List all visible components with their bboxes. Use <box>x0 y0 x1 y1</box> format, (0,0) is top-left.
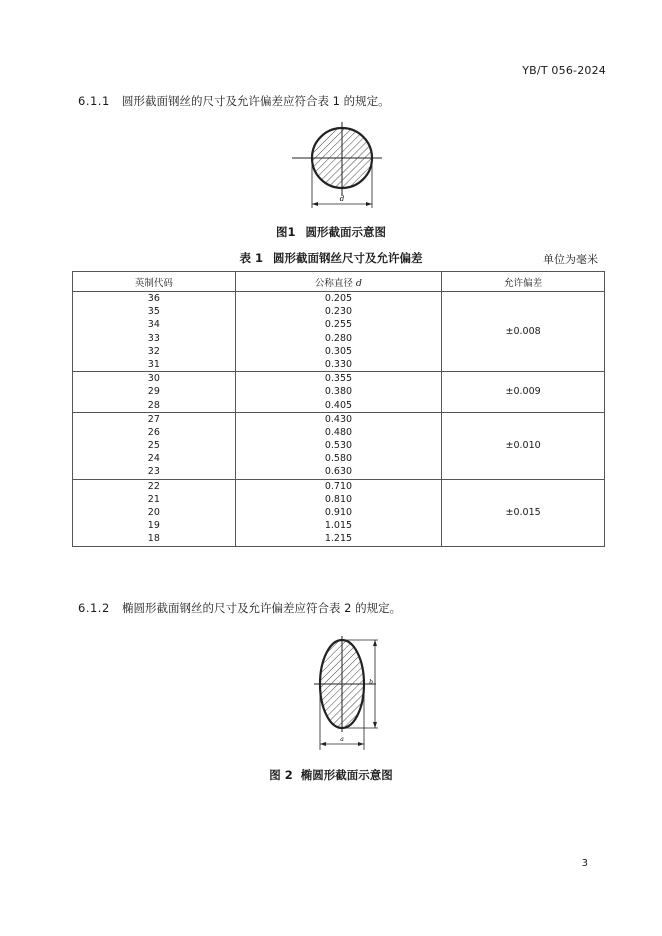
dimension-label-b: b <box>369 679 373 686</box>
clause-text: 圆形截面钢丝的尺寸及允许偏差应符合表 1 的规定。 <box>122 94 390 108</box>
arrow-left <box>320 742 326 746</box>
imperial-code-value: 21 <box>147 493 160 505</box>
imperial-code-cell <box>73 372 236 413</box>
imperial-code-value: 33 <box>147 332 160 344</box>
clause-6-1-2 <box>78 600 401 616</box>
arrow-right <box>366 202 372 206</box>
nominal-diameter-value: 0.355 <box>324 373 353 385</box>
table1-name: 圆形截面钢丝尺寸及允许偏差 <box>273 251 423 265</box>
nominal-diameter-value: 0.205 <box>324 293 353 304</box>
tolerance-cell: ±0.009 <box>442 372 605 413</box>
tolerance-cell: ±0.010 <box>442 412 605 479</box>
arrow-top <box>373 640 377 646</box>
nominal-diameter-value: 0.810 <box>324 493 353 505</box>
table-header-row <box>73 272 605 292</box>
clause-number: 6.1.2 <box>78 601 110 615</box>
table-body <box>73 292 605 547</box>
imperial-code-value: 28 <box>147 399 160 411</box>
nominal-diameter-value: 0.330 <box>324 358 353 370</box>
arrow-bottom <box>373 722 377 728</box>
imperial-code-value: 22 <box>147 480 160 492</box>
nominal-diameter-value: 0.710 <box>324 480 353 492</box>
table-row-group <box>73 479 605 546</box>
standard-code: YB/T 056-2024 <box>522 64 606 77</box>
clause-text: 椭圆形截面钢丝的尺寸及允许偏差应符合表 2 的规定。 <box>122 601 402 615</box>
imperial-code-cell <box>73 479 236 546</box>
nominal-diameter-value: 0.430 <box>324 413 353 425</box>
imperial-code-value: 18 <box>147 533 160 545</box>
nominal-diameter-value: 0.405 <box>324 399 353 411</box>
nominal-diameter-cell <box>235 292 442 372</box>
table1-unit: 单位为毫米 <box>543 253 598 266</box>
imperial-code-value: 27 <box>147 413 160 425</box>
imperial-code-value: 34 <box>147 319 160 331</box>
nominal-diameter-value: 0.380 <box>324 386 353 398</box>
imperial-code-value: 20 <box>147 507 160 518</box>
figure1-caption <box>0 224 662 240</box>
nominal-diameter-cell <box>235 412 442 479</box>
imperial-code-value: 30 <box>147 373 160 385</box>
nominal-diameter-value: 0.230 <box>324 306 353 318</box>
header-diameter-text: 公称直径 <box>314 277 353 289</box>
figure2-caption <box>0 767 662 783</box>
dimension-tolerance-table <box>72 271 605 547</box>
header-code: 英制代码 <box>73 272 236 292</box>
figure2-number: 图 2 <box>269 768 293 782</box>
clause-number: 6.1.1 <box>78 94 110 108</box>
imperial-code-value: 26 <box>147 426 160 438</box>
imperial-code-cell <box>73 412 236 479</box>
elliptical-section-figure <box>312 632 382 752</box>
table-row-group <box>73 292 605 372</box>
imperial-code-value: 29 <box>147 386 160 398</box>
imperial-code-value: 32 <box>147 345 160 357</box>
nominal-diameter-value: 0.480 <box>324 426 353 438</box>
nominal-diameter-value: 0.580 <box>324 453 353 465</box>
nominal-diameter-value: 0.530 <box>324 440 353 452</box>
nominal-diameter-value: 0.255 <box>324 319 353 331</box>
figure1-number: 图1 <box>275 225 296 239</box>
figure2-title: 椭圆形截面示意图 <box>300 768 393 782</box>
imperial-code-value: 31 <box>147 358 160 370</box>
nominal-diameter-cell <box>235 479 442 546</box>
header-diameter <box>235 272 442 292</box>
imperial-code-value: 35 <box>147 306 160 318</box>
imperial-code-cell <box>73 292 236 372</box>
arrow-left <box>312 202 318 206</box>
imperial-code-value: 24 <box>147 453 160 465</box>
tolerance-cell: ±0.008 <box>442 292 605 372</box>
table1-number: 表 1 <box>239 251 263 265</box>
table-row-group <box>73 372 605 413</box>
arrow-right <box>358 742 364 746</box>
clause-6-1-1 <box>78 93 390 109</box>
nominal-diameter-value: 1.215 <box>324 533 353 545</box>
figure1-title: 圆形截面示意图 <box>305 225 386 239</box>
nominal-diameter-value: 0.910 <box>324 507 353 518</box>
nominal-diameter-value: 0.630 <box>324 466 353 478</box>
imperial-code-value: 23 <box>147 466 160 478</box>
circular-section-figure <box>284 118 384 218</box>
nominal-diameter-cell <box>235 372 442 413</box>
imperial-code-value: 36 <box>147 293 160 304</box>
nominal-diameter-value: 1.015 <box>324 520 353 532</box>
imperial-code-value: 19 <box>147 520 160 532</box>
table-row-group <box>73 412 605 479</box>
header-diameter-symbol: d <box>355 277 363 289</box>
page-number: 3 <box>581 858 588 869</box>
nominal-diameter-value: 0.305 <box>324 345 353 357</box>
dimension-label-d: d <box>339 195 345 203</box>
nominal-diameter-value: 0.280 <box>324 332 353 344</box>
tolerance-cell: ±0.015 <box>442 479 605 546</box>
header-tolerance: 允许偏差 <box>442 272 605 292</box>
dimension-label-a: a <box>340 736 344 743</box>
imperial-code-value: 25 <box>147 440 160 452</box>
